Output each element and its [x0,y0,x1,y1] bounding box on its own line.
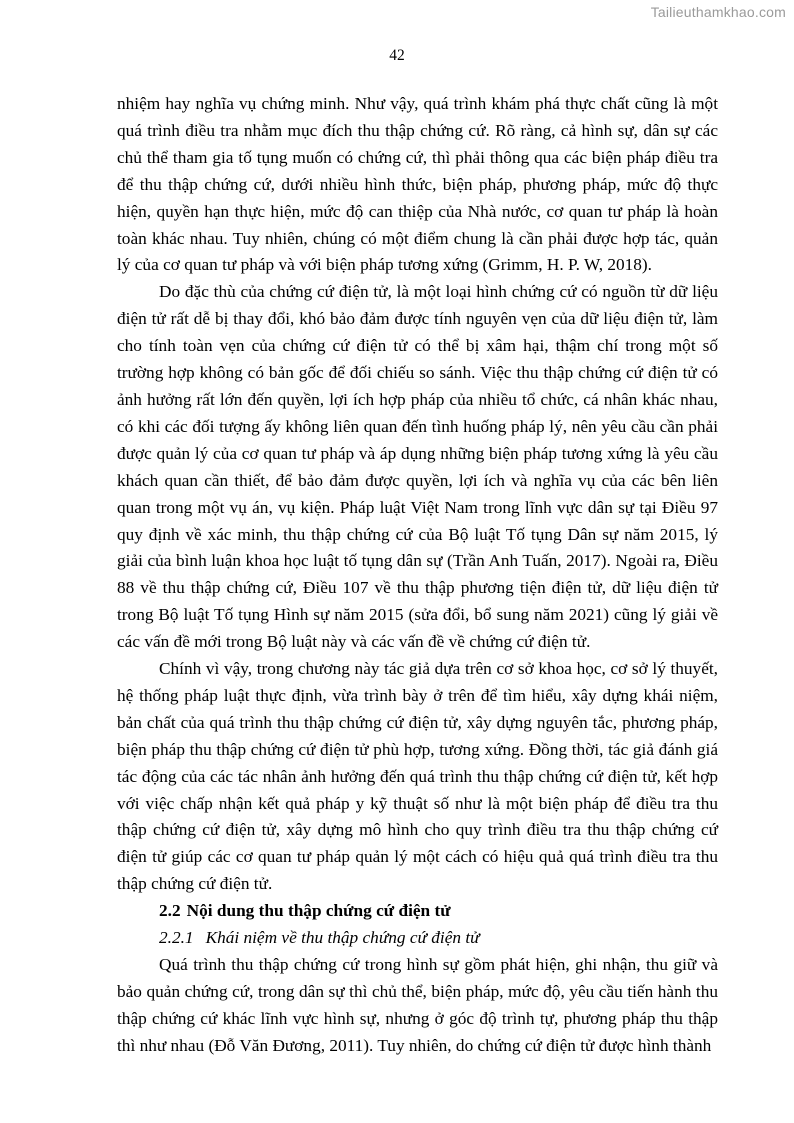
paragraph-chapter-purpose: Chính vì vậy, trong chương này tác giả dựa trên cơ sở khoa học, cơ sở lý thuyết, hệ thống pháp luật thực định, vừa trình bày ở trên để tìm hiểu, xây dựng khái niệm, bản chất của quá trình thu thập chứng cứ điện tử, xây dựng nguyên tắc, phương pháp, biện pháp thu thập chứng cứ điện tử phù hợp, tương xứng. Đồng thời, tác giả đánh giá tác động của các tác nhân ảnh hưởng đến quá trình thu thập chứng cứ điện tử, kết hợp với việc chấp nhận kết quả pháp y kỹ thuật số như là một biện pháp để điều tra thu thập chứng cứ điện tử, xây dựng mô hình cho quy trình điều tra thu thập chứng cứ điện tử giúp các cơ quan tư pháp quản lý một cách có hiệu quả quá trình điều tra thu thập chứng cứ điện tử. [117,659,718,894]
subsection-heading [117,925,718,952]
watermark: Tailieuthamkhao.com [650,4,786,20]
paragraph-electronic-evidence-nature: Do đặc thù của chứng cứ điện tử, là một loại hình chứng cứ có nguồn từ dữ liệu điện tử rất dễ bị thay đổi, khó bảo đảm được tính nguyên vẹn của dữ liệu điện tử, làm cho tính toàn vẹn của chứng cứ điện tử có thể bị xâm hại, thậm chí trong một số trường hợp không có bản gốc để đối chiếu so sánh. Việc thu thập chứng cứ điện tử có ảnh hưởng rất lớn đến quyền, lợi ích hợp pháp của nhiều tổ chức, cá nhân khác nhau, có khi các đối tượng ấy không liên quan đến tình huống pháp lý, nên yêu cầu cần phải được quản lý của cơ quan tư pháp và áp dụng những biện pháp tương xứng là yêu cầu khách quan cần thiết, để bảo đảm được quyền, lợi ích và nghĩa vụ của các bên liên quan trong một vụ án, vụ kiện. Pháp luật Việt Nam trong lĩnh vực dân sự tại Điều 97 quy định về xác minh, thu thập chứng cứ của Bộ luật Tố tụng Dân sự năm 2015, lý giải của bình luận khoa học luật tố tụng dân sự (Trần Anh Tuấn, 2017). Ngoài ra, Điều 88 về thu thập chứng cứ, Điều 107 về thu thập phương tiện điện tử, dữ liệu điện tử trong Bộ luật Tố tụng Hình sự năm 2015 (sửa đổi, bổ sung năm 2021) cũng lý giải về các vấn đề mới trong Bộ luật này và các vấn đề về chứng cứ điện tử. [117,282,718,652]
paragraph-continuation: nhiệm hay nghĩa vụ chứng minh. Như vậy, quá trình khám phá thực chất cũng là một quá trình điều tra nhằm mục đích thu thập chứng cứ. Rõ ràng, cả hình sự, dân sự các chủ thể tham gia tố tụng muốn có chứng cứ, thì phải thông qua các biện pháp điều tra để thu thập chứng cứ, dưới nhiều hình thức, biện pháp, phương pháp, mức độ thực hiện, quyền hạn thực hiện, mức độ can thiệp của Nhà nước, cơ quan tư pháp là hoàn toàn khác nhau. Tuy nhiên, chúng có một điểm chung là cần phải được hợp tác, quản lý của cơ quan tư pháp và với biện pháp tương xứng (Grimm, H. P. W, 2018). [117,94,718,275]
document-body [117,91,718,1060]
section-title: Nội dung thu thập chứng cứ điện tử [186,901,451,921]
subsection-number: 2.2.1 [159,928,194,948]
subsection-title: Khái niệm về thu thập chứng cứ điện tử [205,928,480,948]
page-number: 42 [389,47,405,64]
section-heading [117,898,718,925]
paragraph-collection-process: Quá trình thu thập chứng cứ trong hình sự gồm phát hiện, ghi nhận, thu giữ và bảo quản chứng cứ, trong dân sự thì chủ thể, biện pháp, mức độ, yêu cầu tiến hành thu thập chứng cứ khác lĩnh vực hình sự, nhưng ở góc độ trình tự, phương pháp thu thập thì như nhau (Đỗ Văn Đương, 2011). Tuy nhiên, do chứng cứ điện tử được hình thành [117,955,718,1055]
section-number: 2.2 [159,901,181,921]
